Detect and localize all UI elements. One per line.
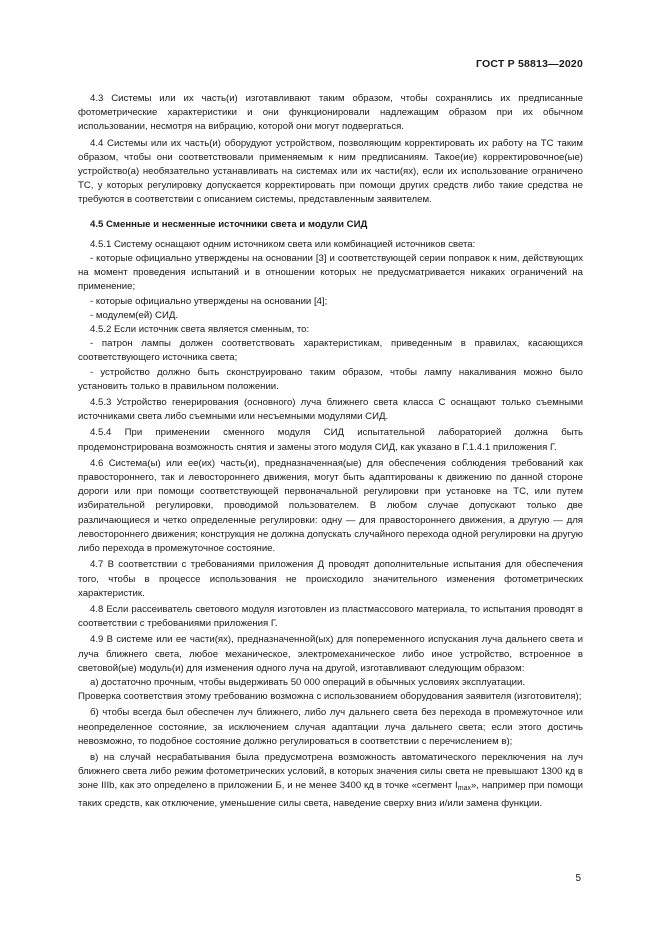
section-heading-4-5: 4.5 Сменные и несменные источники света и модули СИД bbox=[90, 218, 368, 230]
list-item: - устройство должно быть сконструировано таким образом, чтобы лампу накаливания можно было установить только в правильном положении. bbox=[78, 366, 583, 392]
list-item-b: б) чтобы всегда был обеспечен луч ближнего, либо луч дальнего света без перехода в промежуточное или неопределенное состояние, за исключением случая адаптации луча дальнего света; если этого достичь невозможно, то подобное состояние должно регулироваться в соответствии с перечислением в); bbox=[78, 707, 583, 747]
paragraph-4-5-2: 4.5.2 Если источник света является сменным, то: bbox=[90, 324, 310, 336]
paragraph-4-5-1: 4.5.1 Систему оснащают одним источником света или комбинацией источников света: bbox=[90, 238, 476, 250]
list-item: - модулем(ей) СИД. bbox=[90, 309, 179, 321]
paragraph-4-7: 4.7 В соответствии с требованиями приложения Д проводят дополнительные испытания для обеспечения того, чтобы в процессе использования не происходило значительного изменения фотометрических характеристик. bbox=[78, 559, 583, 599]
paragraph-4-4: 4.4 Системы или их часть(и) оборудуют устройством, позволяющим корректировать их работу на ТС таким образом, чтобы они соответствовали применяемым к ним предписаниям. Такое(ие) корректировочное(ые) устройство(а) необязательно устанавливать на системах или их части(ях), если их использование ограничено ТС, у которых регулировку допускается корректировать при помощи других средств либо такие средства не требуются в соответствии с описанием системы, представленным заявителем. bbox=[78, 137, 583, 206]
document-body bbox=[78, 92, 583, 811]
paragraph-4-6: 4.6 Система(ы) или ее(их) часть(и), предназначенная(ые) для обеспечения соблюдения требований как правостороннего, так и левостороннего движения, могут быть адаптированы к движению по данной стороне дороги или при помощи соответствующей первоначальной регулировки при установке на ТС, или путем избирательной регулировки, проводимой пользователем. В любом случае допускают только две различающиеся и четко определенные регулировки: одну — для правостороннего движения, а другую — для левостороннего движения; конструкция не должна допускать случайного перехода одной регулировки на другую либо перехода в промежуточное состояние. bbox=[78, 457, 583, 555]
list-item-c-text: в) на случай несрабатывания была предусмотрена возможность автоматического переключения на луч ближнего света либо режим фотометрических условий, в которых значения силы света не превышают 1300 кд в зоне IIIb, как это определено в приложении Б, и не менее 3400 кд в точке «сегмент I bbox=[78, 751, 583, 792]
list-item: - которые официально утверждены на основании [3] и соответствующей серии поправок к ним, действующих на момент проведения испытаний и в отношении которых не предусматривается никаких ограничений на применение; bbox=[78, 253, 583, 293]
list-item: - которые официально утверждены на основании [4]; bbox=[90, 295, 328, 307]
paragraph-4-5-3: 4.5.3 Устройство генерирования (основного) луча ближнего света класса С оснащают только съемными источниками света либо съемными или несъемными модулями СИД. bbox=[78, 397, 583, 423]
list-item: - патрон лампы должен соответствовать характеристикам, приведенным в правилах, касающихся соответствующего источника света; bbox=[78, 338, 583, 364]
paragraph-4-9: 4.9 В системе или ее части(ях), предназначенной(ых) для попеременного испускания луча дальнего света и луча ближнего света, любое механическое, электромеханическое либо иное устройство, встроенное в световой(ые) модуль(и) для изменения одного луча на другой, изготавливают следующим образом: bbox=[78, 634, 583, 674]
subscript-max: max bbox=[457, 785, 471, 793]
document-header: ГОСТ Р 58813—2020 bbox=[475, 58, 583, 70]
page-number: 5 bbox=[575, 873, 581, 884]
paragraph-4-3: 4.3 Системы или их часть(и) изготавливают таким образом, чтобы сохранялись их предписанные фотометрические характеристики и они функционировали надлежащим образом при их обычном использовании, несмотря на вибрацию, которой они могут подвергаться. bbox=[78, 93, 583, 133]
list-item-c-text-end: », например при помощи таких средств, как отключение, уменьшение силы света, наведение сверху вниз и/или замена функции. bbox=[78, 780, 583, 809]
paragraph-4-8: 4.8 Если рассеиватель светового модуля изготовлен из пластмассового материала, то испытания проводят в соответствии с требованиями приложения Г. bbox=[78, 603, 583, 630]
list-item-a: а) достаточно прочным, чтобы выдерживать 50 000 операций в обычных условиях эксплуатации. bbox=[90, 676, 526, 688]
list-item-c bbox=[78, 751, 583, 811]
paragraph-4-5-4: 4.5.4 При применении сменного модуля СИД испытательной лабораторией должна быть продемонстрирована возможность снятия и замены этого модуля СИД, как указано в Г.1.4.1 приложения Г. bbox=[78, 427, 583, 453]
list-item-a-note: Проверка соответствия этому требованию возможна с использованием оборудования заявителя (изготовителя); bbox=[78, 691, 582, 703]
